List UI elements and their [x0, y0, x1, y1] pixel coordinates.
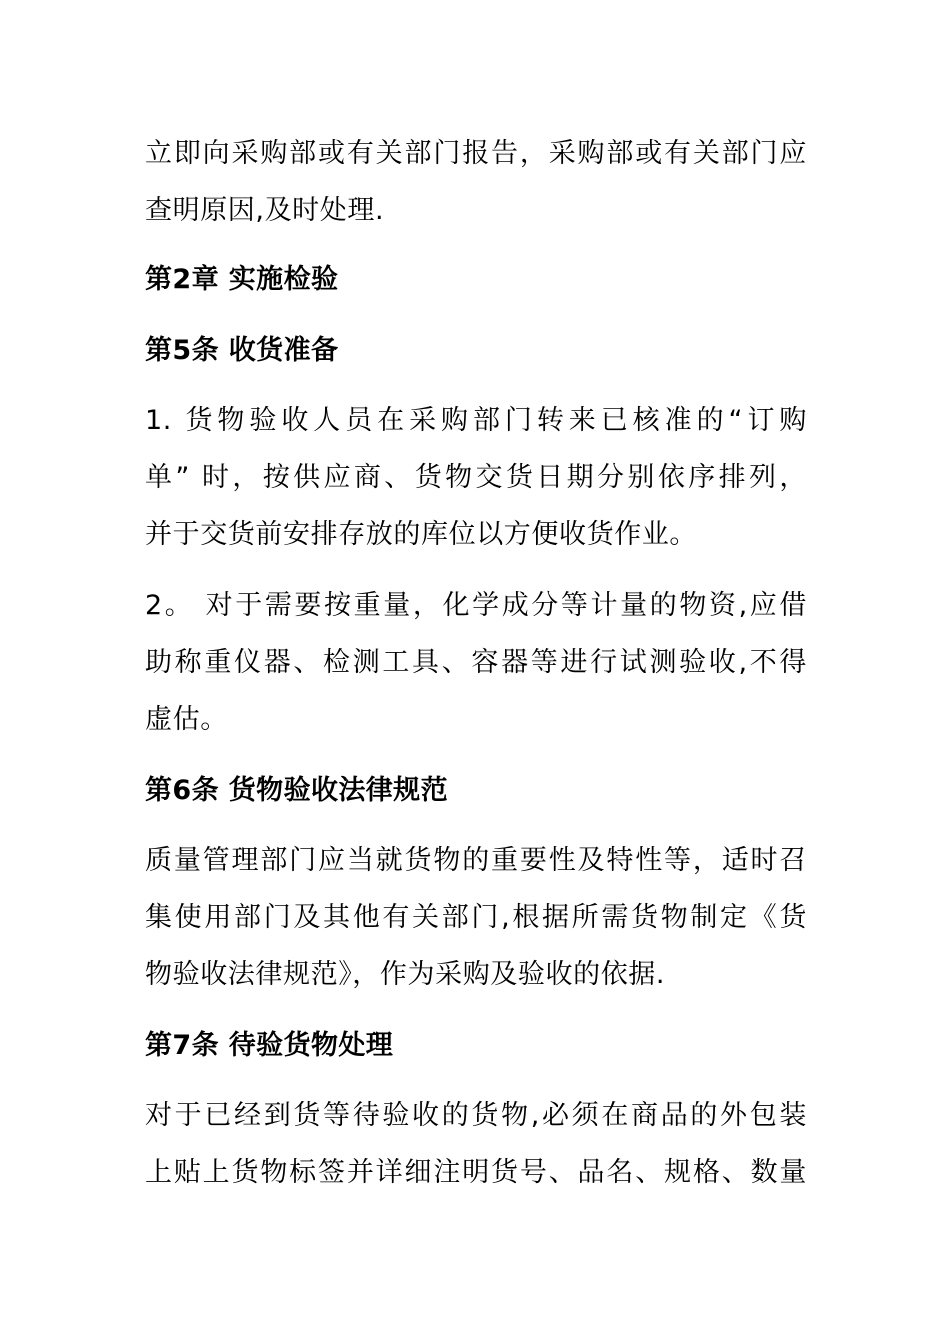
paragraph-line: 物验收法律规范》，作为采购及验收的依据.	[145, 959, 666, 990]
paragraph-line: 查明原因,及时处理.	[145, 195, 385, 226]
paragraph-line: 1. 货物验收人员在采购部门转来已核准的“订购	[145, 405, 807, 436]
paragraph-line: 2。 对于需要按重量，化学成分等计量的物资,应借	[145, 590, 807, 621]
chapter-heading: 第2章 实施检验	[145, 264, 339, 295]
article-heading: 第7条 待验货物处理	[145, 1030, 394, 1061]
paragraph-line: 集使用部门及其他有关部门,根据所需货物制定《货	[145, 902, 807, 933]
paragraph-line: 单” 时，按供应商、货物交货日期分别依序排列，	[145, 462, 807, 493]
paragraph-line: 虚估。	[145, 704, 228, 735]
paragraph-line: 立即向采购部或有关部门报告，采购部或有关部门应	[145, 138, 807, 169]
article-heading: 第6条 货物验收法律规范	[145, 775, 448, 806]
paragraph-line: 并于交货前安排存放的库位以方便收货作业。	[145, 519, 697, 550]
paragraph-line: 上贴上货物标签并详细注明货号、品名、规格、数量	[145, 1157, 807, 1188]
paragraph-line: 助称重仪器、检测工具、容器等进行试测验收,不得	[145, 647, 807, 678]
paragraph-line: 质量管理部门应当就货物的重要性及特性等，适时召	[145, 845, 807, 876]
paragraph-line: 对于已经到货等待验收的货物,必须在商品的外包装	[145, 1100, 807, 1131]
article-heading: 第5条 收货准备	[145, 335, 339, 366]
